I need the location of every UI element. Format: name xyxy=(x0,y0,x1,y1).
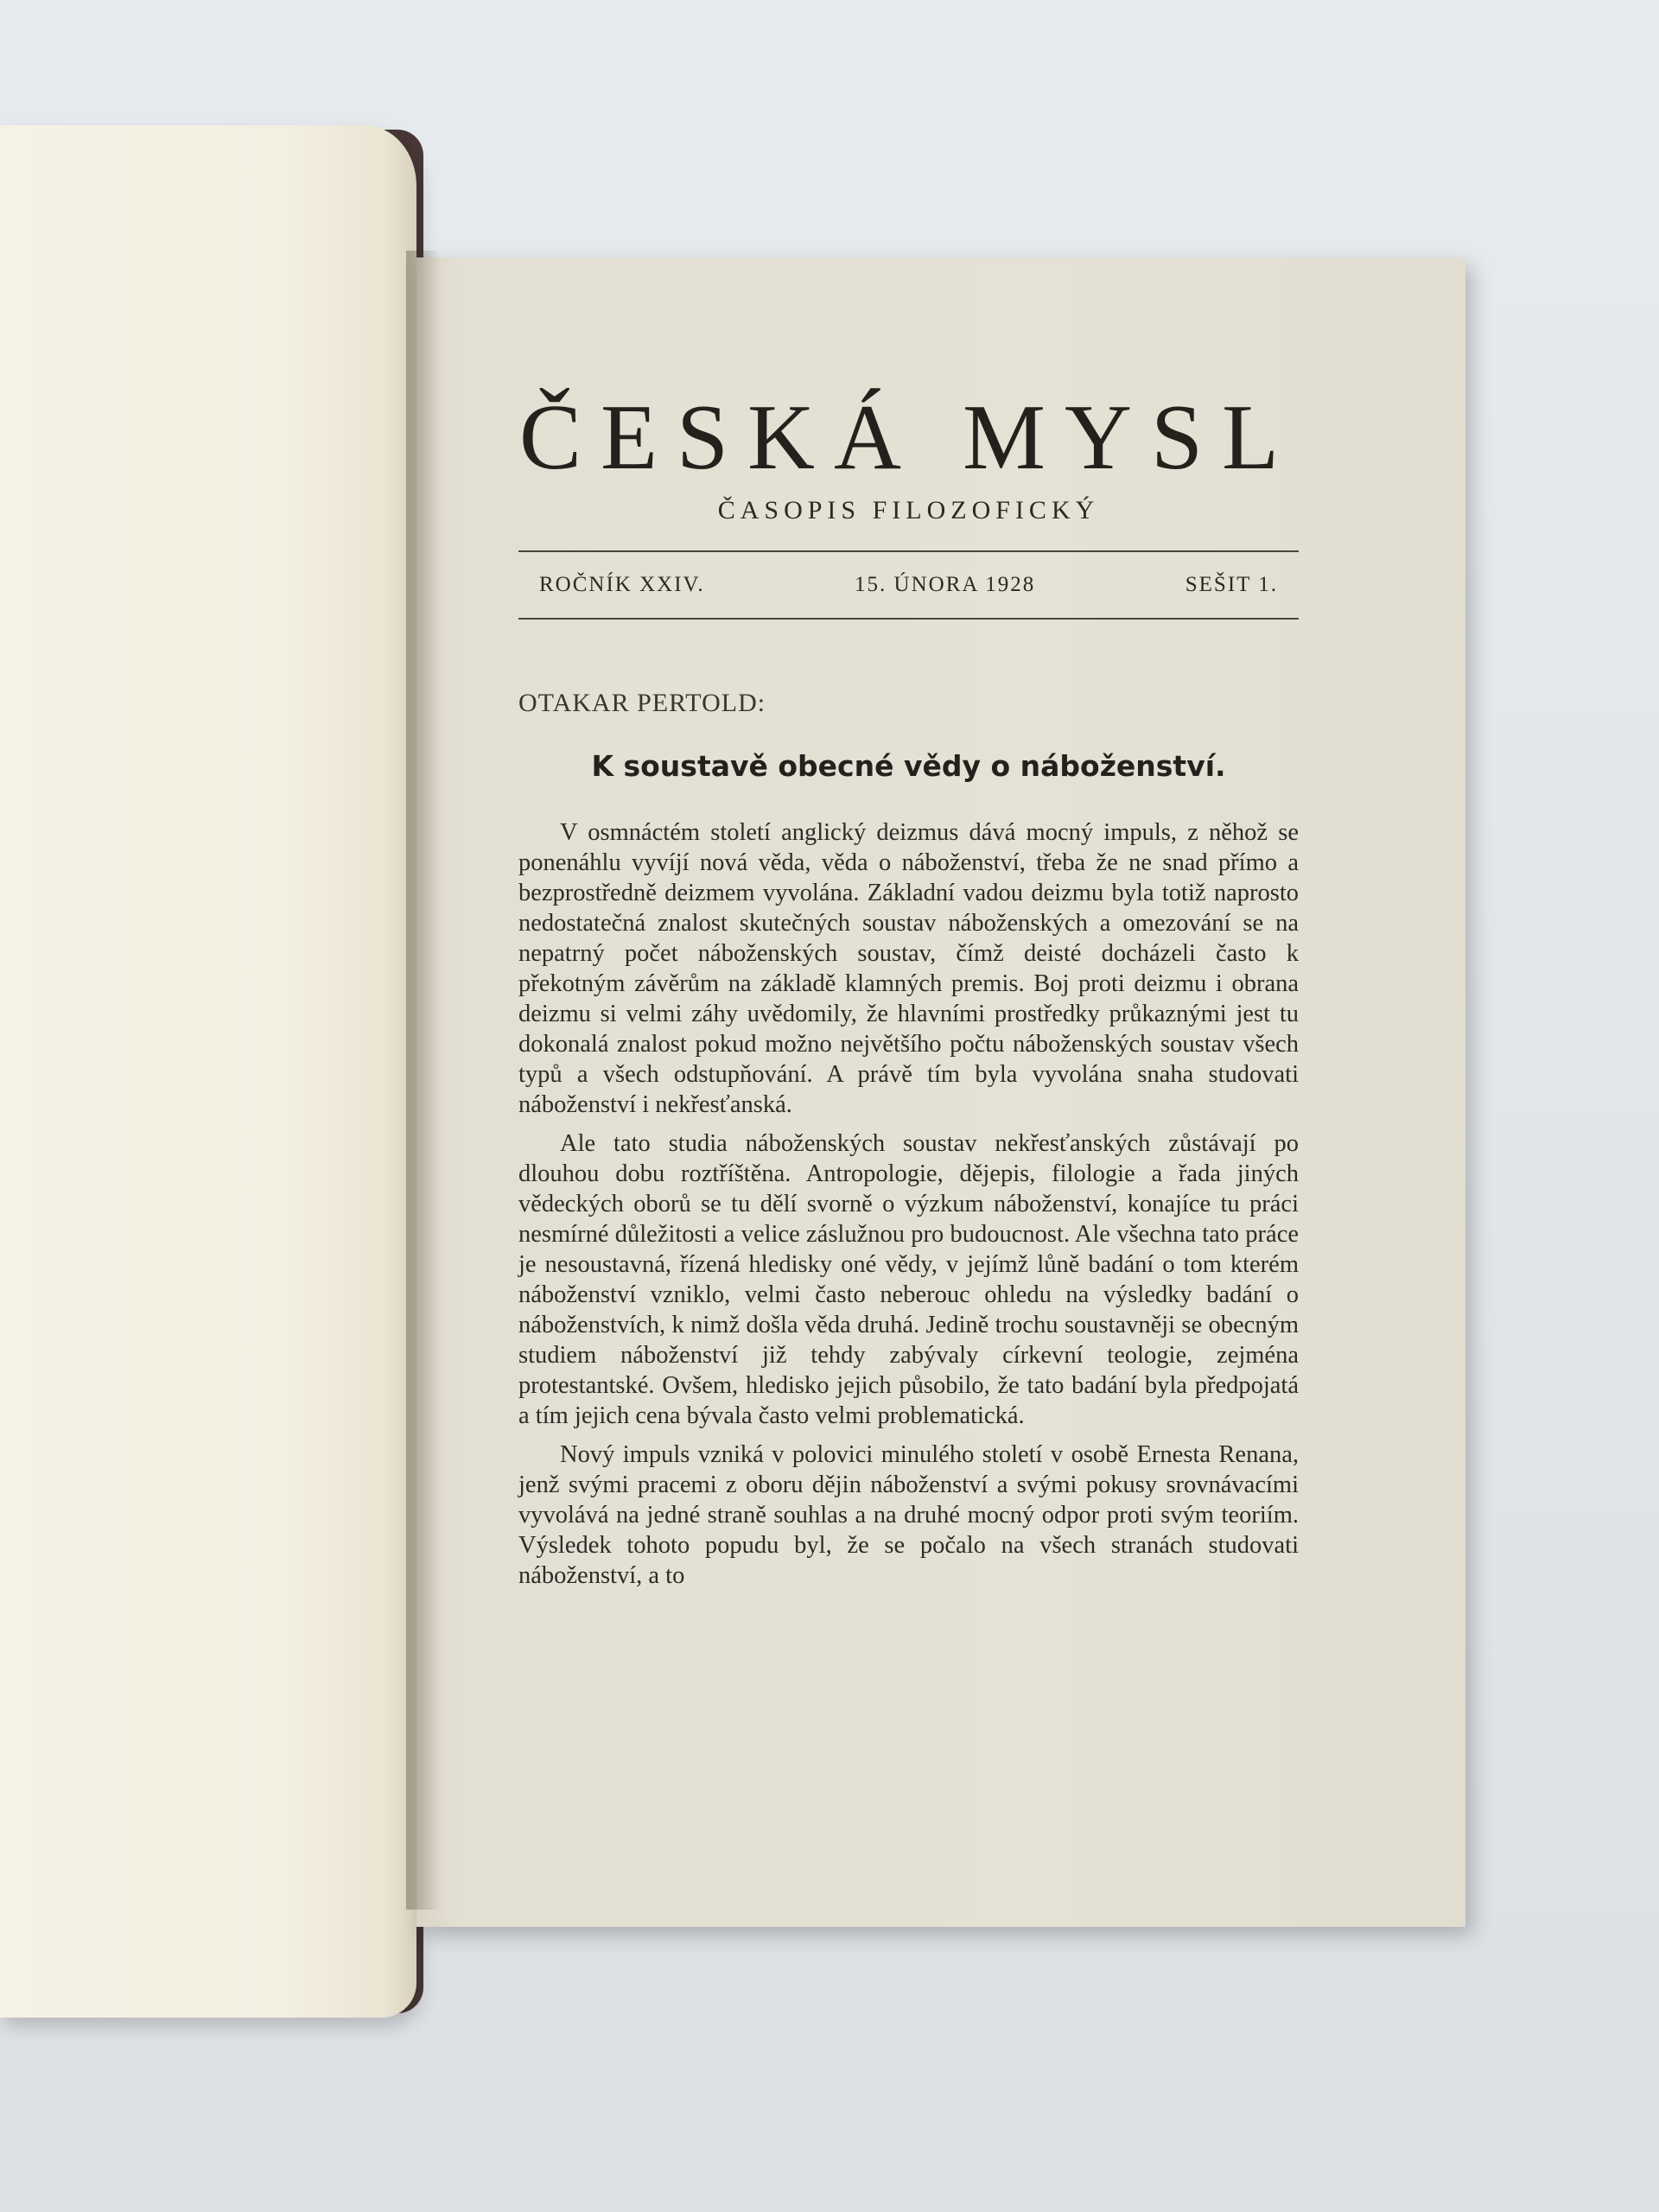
issue-date: 15. ÚNORA 1928 xyxy=(855,573,1036,597)
journal-subtitle: ČASOPIS FILOZOFICKÝ xyxy=(717,496,1100,525)
article-author: OTAKAR PERTOLD: xyxy=(518,689,766,718)
issue-info-bar xyxy=(518,550,1299,620)
article-body xyxy=(518,817,1299,1591)
article-paragraph: Nový impuls vzniká v polovici minulého století v osobě Ernesta Renana, jenž svými pracemi z oboru dějin náboženství a svými pokusy srovnávacími vyvolává na jedné straně souhlas a na druhé mocný odpor proti svým teoriím. Výsledek tohoto popudu byl, že se počalo na všech stranách studovati náboženství, a to xyxy=(518,1441,1299,1590)
left-blank-page xyxy=(0,125,416,2018)
article-paragraph: Ale tato studia náboženských soustav nekřesťanských zůstávají po dlouhou dobu roztříštěna. Antropologie, dějepis, filologie a řada jiných vědeckých oborů se tu dělí svorně o výzkum náboženství, konajíce tu práci nesmírné důležitosti a velice záslužnou pro budoucnost. Ale všechna tato práce je nesoustavná, řízená hledisky oné vědy, v jejímž lůně badání o tom kterém náboženství vzniklo, velmi často neberouc ohledu na výsledky badání o náboženstvích, k nimž došla věda druhá. Jedině trochu soustavněji se obecným studiem náboženství již tehdy zabývaly církevní teologie, zejména protestantské. Ovšem, hledisko jejich působilo, že tato badání byla předpojatá a tím jejich cena bývala často velmi problematická. xyxy=(518,1130,1299,1430)
issue-number: SEŠIT 1. xyxy=(1185,573,1278,597)
article-title: K soustavě obecné vědy o náboženství. xyxy=(591,749,1226,784)
journal-title: ČESKÁ MYSL xyxy=(518,386,1299,489)
book-gutter-shadow xyxy=(406,251,441,1910)
article-paragraph: V osmnáctém století anglický deizmus dává mocný impuls, z něhož se ponenáhlu vyvíjí nová věda, věda o náboženství, třeba že ne snad přímo a bezprostředně deizmem vyvolána. Základní vadou deizmu byla totiž naprosto nedostatečná znalost skutečných soustav náboženských a omezování se na nepatrný počet náboženských soustav, čímž deisté docházeli často k překotným závěrům na základě klamných premis. Boj proti deizmu i obrana deizmu si velmi záhy uvědomily, že hlavními prostředky průkaznými jest tu dokonalá znalost pokud možno největšího počtu náboženských soustav všech typů a všech odstupňování. A právě tím byla vyvolána snaha studovati náboženství i nekřesťanská. xyxy=(518,819,1299,1119)
issue-volume: ROČNÍK XXIV. xyxy=(539,573,705,597)
page-content xyxy=(518,386,1299,1599)
